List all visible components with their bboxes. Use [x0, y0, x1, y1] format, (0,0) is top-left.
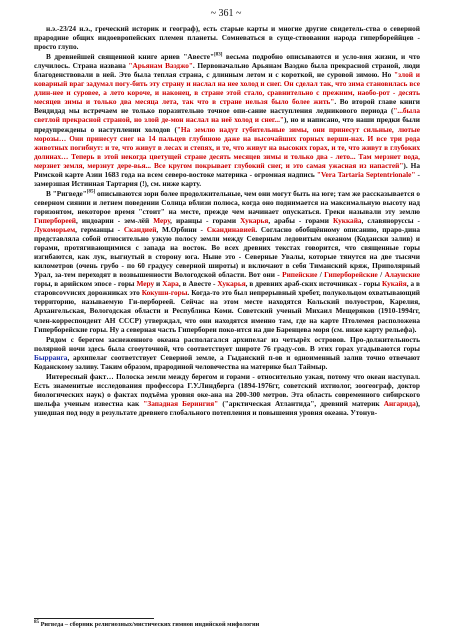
text-segment: , индоарии - зем-лёй	[76, 215, 154, 225]
page-number: ~ 361 ~	[210, 8, 242, 19]
text-segment: и	[154, 279, 163, 289]
text-segment: описываются зори более продолжительные, чем они могут быть на юге; там же рассказывается о северном сиянии и летнем поведении Солнца вблизи полюса, когда оно поднимается на максимальную высоту над горизонтом, некоторое время "стоит" на месте, прежде чем начинает опускаться. Греки называли эту землю	[34, 188, 420, 216]
text-segment: Он сделал так, что зима становилась все длин-нее и суровее, а лето короче, и наконец, в стране этой стало, сравнительно с прежним, наобо-рот - десять месяцев зимы и только два месяца лета, так что в стране нельзя было более жить"	[34, 79, 421, 107]
text-segment: Кукайя	[382, 279, 407, 289]
text-segment: ), ушедшая под воду в результате древнего глобального потепления и повышения уровня океана. Утонув-	[34, 398, 420, 417]
text-segment: н.э.-23/24 н.э., греческий историк и географ), есть старые карты и многие другие свидетель-ства о северной прародине общих индоевропейских племен планеты. Сомневаться в суще-ствовании народа гипербореййцев - просто глупо.	[34, 24, 420, 52]
text-segment: . Согласно обобщённому описанию, праро-дина представляла собой относительно узкую полосу земли между Северным ледовитым океаном (Кодански залив) и горами, протягивающимися с запада на восток. Во всех древних текстах говорится, что священные горы изгибаются, как лук, выгнутый в сторону юга. Ныне это - Северные Увалы, которые тянутся на две тысячи километров (очень грубо - по 60 градусу северной широты) и включают в себя Тиманский кряж, Приполярный Урал, за-тем переходят в возвышенности Вологодской области. Вот они -	[34, 225, 421, 280]
text-segment: "злой и коварный враг задумал погу-бить эту страну и наслал на нее холод и снег.	[34, 70, 420, 89]
text-segment: . Во второй главе книги Вендидад мы встречаем не только поразительно точное опи-сание наступления ледникового периода (	[34, 97, 420, 116]
text-segment: - замерзшая Истинная Тартария (!), см. ниже карту.	[34, 169, 420, 188]
footnote-marker: 85	[34, 619, 39, 625]
text-segment: Кокушн-горы	[141, 288, 188, 298]
text-segment: В древнейшей священной книге ариев "Авесте"	[46, 52, 215, 62]
text-segment: весьма подробно описываются и усло-вия жизни, и что случилось. Страна названа	[34, 52, 420, 71]
text-segment: . Когда-то это был непрерывный хребет, полукольцом охватывающий территорию, называемую Ги-пербореей. Сейчас на этом месте находятся Кольский полуостров, Карелия, Архангельская, Вологодская области и Республика Коми. Советский ученый Михаил Мещеряков (1910-1994гг, член-корреспондент АН СССР) утверждал, что они находятся именно там, где на карте Птолемея расположена Гиперборейские горы. Ну а северная часть Гипербореи поко-ится на дне Баренцева моря (см. ниже карту рельефа).	[34, 288, 420, 334]
text-segment: Хукарья	[217, 279, 246, 289]
paragraph	[34, 189, 420, 334]
text-segment: . Первоначально Арьянам Ваэджо была прекрасной страной, люди благоденствовали в ней. Это была теплая страна, с длинным летом и с короткой, не суровой зимою. Но	[34, 61, 420, 80]
text-segment: ). На Римской карте Азии 1683 года на всем северо-востоке материка - огромная надпись	[34, 160, 420, 179]
paragraph	[34, 372, 420, 417]
text-segment: Скандией	[123, 225, 157, 235]
footnote-reference: [83]	[214, 52, 223, 58]
text-segment: Меру	[153, 215, 171, 225]
text-segment: "Арьянам Ваэджо"	[128, 61, 193, 71]
text-segment: , М.Орбини -	[156, 225, 207, 235]
text-segment: , иранцы - горами	[170, 215, 241, 225]
text-segment: , архипелаг соответствует Северной земле, а Гыданский п-ов и одноименный залив точно отвечают Коданскому заливу. Таким образом, прародиной человечества на материке был Таймыр.	[34, 352, 420, 371]
text-segment: В "Ригведе"	[46, 188, 87, 198]
text-segment: Лукоморьем	[34, 225, 76, 235]
footnote-text: Ригведа – сборник религиозных/мистических гимнов индийской мифологии	[39, 621, 260, 628]
text-segment: Хара	[162, 279, 179, 289]
footnote	[34, 621, 420, 629]
text-segment: Скандинавией	[206, 225, 256, 235]
text-segment: Хукарья	[240, 215, 269, 225]
paragraph	[34, 24, 420, 51]
footnote-reference: [85]	[86, 189, 96, 195]
text-segment: горы, в арийском эпосе - горы	[34, 279, 137, 289]
text-segment: "Vera Tartaria Septentrionale"	[316, 169, 416, 179]
footnote-divider	[34, 618, 154, 619]
text-segment: , в древних араб-ских источниках - горы	[245, 279, 383, 289]
text-segment: , в Авесте -	[178, 279, 218, 289]
text-segment: ), но и написано, что наши предки были предупреждены о наступлении холодов (	[34, 115, 420, 134]
text-segment: Алаунские	[384, 270, 420, 280]
text-segment: "Западная Берингия"	[143, 398, 219, 408]
text-segment: , славяноруссы -	[361, 215, 420, 225]
text-segment: "На землю надут губительные зимы, они принесут сильные, лютые морозы… Они принесут снег на 14 пальцев глубиною даже на высочайших горных верши-нах. И все три рода животных погибнут: и те, что живут в лесах и степях, и те, что живут на высоких горах, и те, что живут в глубоких долинах… Теперь в этой некогда цветущей стране десять месяцев зимы и только два - лето... Там мерзнет вода, мерзнет земля, мерзнут дере-вья... Все кругом покрывает глубокий снег, и это самая ужасная из напастей"	[34, 124, 420, 170]
text-segment: /	[377, 270, 385, 280]
paragraph	[34, 52, 420, 188]
text-segment: Интересный факт… Полоска земли между берегом и горами - относительно узкая, потому что океан наступал. Есть знаменитые исследования профессора Г.У.Линдберга (1894-1976гг, советский ихтиолог, зоогеограф, доктор биологических наук) о фактах подъёма уровня оке-ана на 200-300 метров. Эта область современного сибирского шельфа ученым известна как	[34, 371, 420, 408]
text-segment: Меру	[136, 279, 155, 289]
body-text	[34, 24, 420, 417]
text-segment: Рядом с берегом заснеженного океана располагался архипелаг из четырёх островов. Про-должительность полярной ночи здесь была сгоеуточной, что соответствует широте 76 граду-сов. В этих горах угадываются горы	[34, 334, 420, 353]
text-segment: Бырранга	[34, 352, 68, 362]
text-segment: Рипейские	[282, 270, 318, 280]
text-segment: /	[317, 270, 325, 280]
text-segment: Ангарида	[383, 398, 416, 408]
text-segment: Гиперборейские	[324, 270, 378, 280]
text-segment: Гипербореей	[34, 215, 77, 225]
paragraph	[34, 335, 420, 371]
text-segment: , а в старовcovvисих дорожниках это	[34, 279, 420, 298]
text-segment: "...была светлой прекрасной страной, но злой де-мон наслал на неё холод и снег..."	[34, 106, 420, 125]
text-segment: , арабы - горами	[268, 215, 333, 225]
text-segment: ("арктическая Атлантида", древний материк	[218, 398, 384, 408]
text-segment: , германцы -	[75, 225, 124, 235]
text-segment: Куккайа	[332, 215, 362, 225]
